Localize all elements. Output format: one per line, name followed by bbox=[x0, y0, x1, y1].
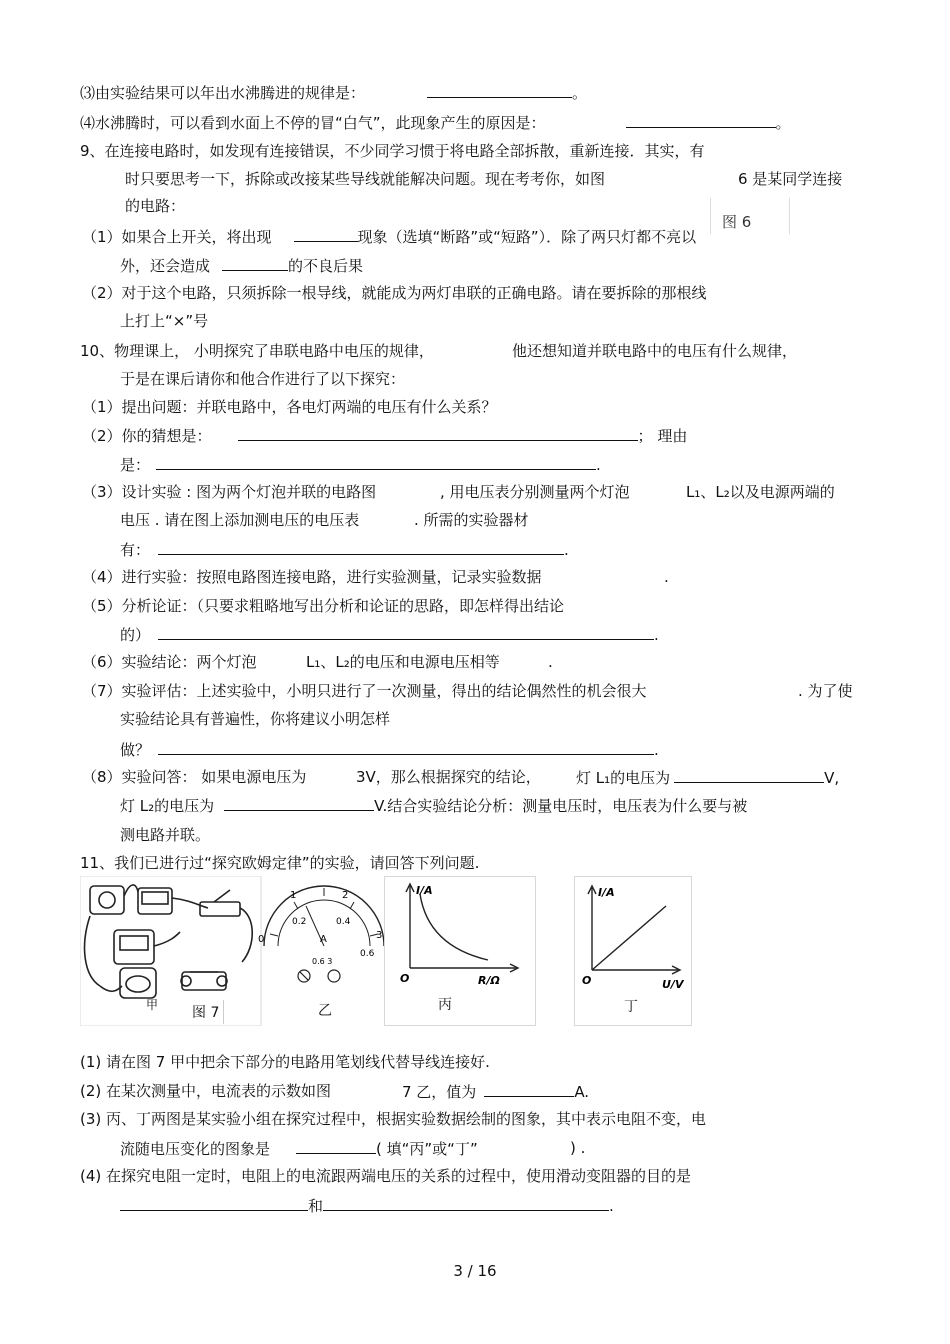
answer-blank[interactable] bbox=[626, 112, 776, 128]
figure-7-bing-graph bbox=[384, 876, 536, 1026]
answer-blank[interactable] bbox=[158, 624, 654, 640]
answer-blank[interactable] bbox=[323, 1195, 609, 1211]
answer-blank[interactable] bbox=[238, 425, 638, 441]
text-line: （5）分析论证：（只要求粗略地写出分析和论证的思路，即怎样得出结论 bbox=[82, 597, 565, 615]
text-line: 他还想知道并联电路中的电压有什么规律， bbox=[512, 342, 798, 360]
meter-tick-3: 3 bbox=[376, 930, 383, 941]
graph-bing-ylabel: I/A bbox=[416, 884, 433, 897]
text-line: 6 是某同学连接 bbox=[738, 170, 843, 188]
graph-bing-xlabel: R/Ω bbox=[478, 974, 500, 987]
figure-7-caption: 图 7 bbox=[188, 1000, 224, 1024]
text-line: 流随电压变化的图象是 ( 填“丙”或“丁” bbox=[120, 1140, 478, 1158]
text-line: （7）实验评估：上述实验中，小明只进行了一次测量，得出的结论偶然性的机会很大 bbox=[82, 682, 647, 700]
text-line: （4）进行实验：按照电路图连接电路，进行实验测量，记录实验数据 bbox=[82, 568, 542, 586]
text-line: . bbox=[664, 568, 669, 586]
text-line: 和 . bbox=[120, 1195, 614, 1216]
text-line: (4) 在探究电阻一定时，电阻上的电流跟两端电压的关系的过程中，使用滑动变阻器的目的是 bbox=[80, 1167, 692, 1185]
text-line: 测电路并联。 bbox=[120, 826, 211, 844]
answer-blank[interactable] bbox=[158, 739, 654, 755]
text-line: . bbox=[548, 653, 553, 671]
figure-7-ding-label: 丁 bbox=[624, 999, 638, 1015]
figure-7-jia-label: 甲 bbox=[146, 998, 159, 1012]
text-line: (3) 丙、丁两图是某实验小组在探究过程中，根据实验数据绘制的图象，其中表示电阻不变，电 bbox=[80, 1110, 707, 1128]
graph-ding-ylabel: I/A bbox=[598, 886, 615, 899]
meter-tick-0.6: 0.6 bbox=[360, 949, 375, 959]
text-line: ) . bbox=[570, 1139, 586, 1157]
text-line: ⑷水沸腾时，可以看到水面上不停的冒“白气”，此现象产生的原因是： 。 bbox=[80, 114, 791, 132]
meter-tick-0.2: 0.2 bbox=[292, 917, 307, 927]
text-line: 灯 L₁的电压为 V, bbox=[576, 769, 840, 787]
text-line: 时只要思考一下，拆除或改接某些导线就能解决问题。现在考考你，如图 bbox=[125, 170, 606, 188]
figure-7-jia-circuit bbox=[80, 876, 265, 1026]
text-line: (1) 请在图 7 甲中把余下部分的电路用笔划线代替导线连接好. bbox=[80, 1053, 490, 1071]
graph-ding-xlabel: U/V bbox=[662, 978, 684, 991]
text-line: （2）你的猜想是： ； 理由 bbox=[82, 427, 688, 445]
meter-tick-0.4: 0.4 bbox=[336, 917, 351, 927]
text-line: 3V，那么根据探究的结论， bbox=[356, 768, 541, 786]
text-line: （1）提出问题：并联电路中，各电灯两端的电压有什么关系？ bbox=[82, 398, 497, 416]
text-line: 外，还会造成 的不良后果 bbox=[120, 257, 364, 275]
text-line: (2) 在某次测量中，电流表的示数如图 bbox=[80, 1082, 332, 1100]
figure-7-bing-label: 丙 bbox=[438, 997, 452, 1013]
text-line: 灯 L₂的电压为 V.结合实验结论分析：测量电压时，电压表为什么要与被 bbox=[120, 797, 748, 815]
figure-6-caption: 图 6 bbox=[722, 213, 752, 231]
text-line: 的） . bbox=[120, 626, 659, 644]
answer-blank[interactable] bbox=[484, 1081, 574, 1097]
meter-tick-0: 0 bbox=[258, 934, 265, 945]
answer-blank[interactable] bbox=[294, 226, 358, 242]
question-11: 11、我们已进行过“探究欧姆定律”的实验，请回答下列问题. bbox=[80, 854, 480, 872]
text-line: 上打上“×”号 bbox=[120, 312, 209, 330]
text-line: 做？ . bbox=[120, 741, 659, 759]
answer-blank[interactable] bbox=[120, 1195, 308, 1211]
text-line: 的电路： bbox=[125, 197, 186, 215]
text-line: （2）对于这个电路，只须拆除一根导线，就能成为两灯串联的正确电路。请在要拆除的那根线 bbox=[82, 284, 707, 302]
text-line: （1）如果合上开关，将出现 现象（选填“断路”或“短路”）．除了两只灯都不亮以 bbox=[82, 226, 700, 247]
text-line: （8）实验问答： 如果电源电压为 bbox=[82, 768, 307, 786]
graph-ding-origin: O bbox=[582, 974, 592, 987]
text-line: L₁、L₂以及电源两端的 bbox=[686, 483, 835, 501]
meter-tick-1: 1 bbox=[290, 890, 297, 901]
text-line: 有： . bbox=[120, 541, 569, 559]
text-line: 是： . bbox=[120, 456, 601, 474]
page-number: 3 / 16 bbox=[453, 1262, 497, 1280]
answer-blank[interactable] bbox=[222, 255, 288, 271]
text-line: 电压 . 请在图上添加测电压的电压表 bbox=[120, 511, 360, 529]
answer-blank[interactable] bbox=[427, 82, 572, 98]
text-line: 7 乙，值为 A. bbox=[402, 1083, 590, 1101]
figure-7 bbox=[80, 876, 692, 1026]
answer-blank[interactable] bbox=[156, 454, 596, 470]
meter-tick-2: 2 bbox=[342, 890, 349, 901]
figure-7-yi-label: 乙 bbox=[318, 1003, 332, 1019]
text-line: 于是在课后请你和他合作进行了以下探究： bbox=[120, 370, 406, 388]
text-line: . 所需的实验器材 bbox=[414, 511, 529, 529]
text-line: ⑶由实验结果可以年出水沸腾进的规律是： 。 bbox=[80, 84, 588, 102]
graph-bing-origin: O bbox=[400, 972, 410, 985]
text-line: 实验结论具有普遍性，你将建议小明怎样 bbox=[120, 710, 391, 728]
text-line: . 为了使 bbox=[798, 682, 853, 700]
answer-blank[interactable] bbox=[158, 539, 564, 555]
text-line: （6）实验结论：两个灯泡 bbox=[82, 653, 257, 671]
meter-terminals: 0.6 3 bbox=[312, 957, 333, 966]
answer-blank[interactable] bbox=[296, 1138, 376, 1154]
text-line: , 用电压表分别测量两个灯泡 bbox=[440, 483, 630, 501]
text-line: （3）设计实验 : 图为两个灯泡并联的电路图 bbox=[82, 483, 377, 501]
meter-unit: A bbox=[320, 934, 327, 945]
question-10: 10、物理课上， 小明探究了串联电路中电压的规律， bbox=[80, 342, 434, 360]
figure-6-placeholder bbox=[710, 198, 790, 234]
answer-blank[interactable] bbox=[224, 795, 374, 811]
text-line: L₁、L₂的电压和电源电压相等 bbox=[306, 653, 500, 671]
answer-blank[interactable] bbox=[674, 767, 824, 783]
question-9: 9、在连接电路时，如发现有连接错误，不少同学习惯于将电路全部拆散，重新连接．其实，有 bbox=[80, 142, 705, 160]
